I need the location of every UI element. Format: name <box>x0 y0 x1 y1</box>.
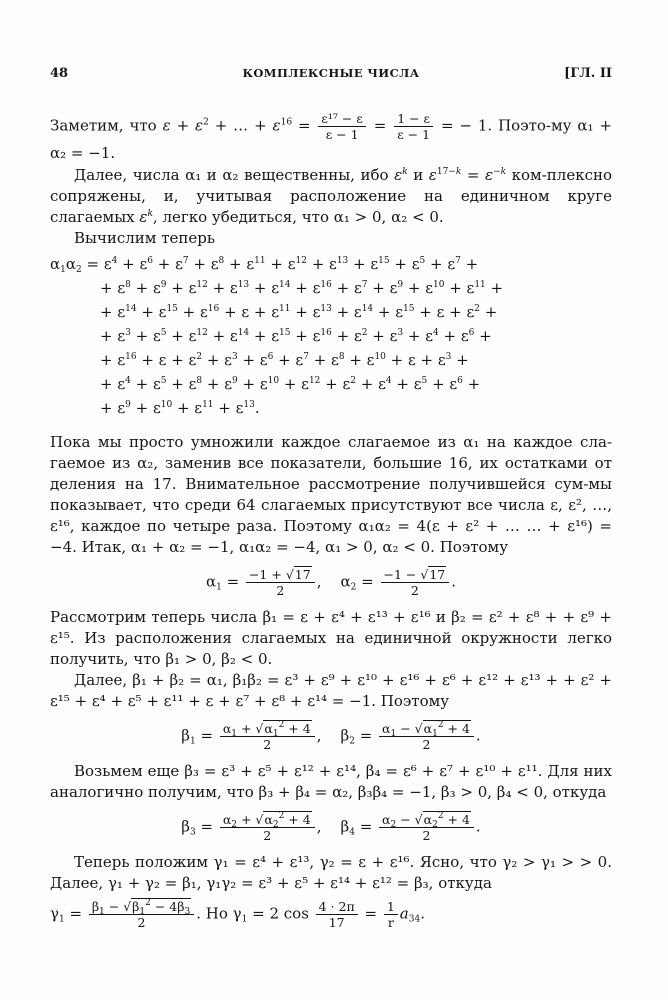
alpha-formula: $\alpha_1$ = $\frac{-1 + √17}{2}$ , $\alpha_2$ = $\frac{-1 - √17}{2}$ . <box>205 567 457 598</box>
paragraph-3: Вычислим теперь <box>74 229 216 247</box>
paragraph-1: Заметим, что $\varepsilon + \varepsilon^2$ + … + $\varepsilon^{16}$ = $\frac{\text{ε¹⁷ − ε}}{\varepsilon - 1}$ = $\frac{1 - \varepsilon}{\varepsilon - 1}$ = − 1. Поэто-му α₁ + α₂ = −1. <box>50 111 612 162</box>
fraction-2: $\frac{1 - \varepsilon}{\varepsilon - 1}$ <box>394 112 433 141</box>
product-formula <box>50 252 612 420</box>
formula-line-5: + $\varepsilon^{16} + \varepsilon + \varepsilon^2 + \varepsilon^3 + \varepsilon^6 + \varepsilon^7 + \varepsilon^8 + \varepsilon^{10} + \varepsilon + \varepsilon^3$ + <box>100 351 469 369</box>
formula-line-2: + $\varepsilon^8 + \varepsilon^9 + \varepsilon^{12} + \varepsilon^{13} + \varepsilon^{14} + \varepsilon^{16} + \varepsilon^7 + \varepsilon^9 + \varepsilon^{10} + \varepsilon^{11}$ + <box>100 279 504 297</box>
running-header <box>50 66 612 88</box>
p1-tail: Поэто-му α₁ + α₂ = −1. <box>50 116 612 162</box>
formula-line-6: + $\varepsilon^4 + \varepsilon^5 + \varepsilon^8 + \varepsilon^9 + \varepsilon^{10} + \varepsilon^{12} + \varepsilon^2 + \varepsilon^4 + \varepsilon^5 + \varepsilon^6$ + <box>100 375 481 393</box>
beta12-formula: $\beta_1$ = $\frac{\alpha_1 + √\alpha_1^2 + 4}{2}$ , $\beta_2$ = $\frac{\alpha_1 - √\alpha_1^2 + 4}{2}$ . <box>181 720 481 752</box>
paragraph-5: Рассмотрим теперь числа β₁ = ε + ε⁴ + ε¹³ + ε¹⁶ и β₂ = ε² + ε⁸ + + ε⁹ + ε¹⁵. Из расположения слагаемых на единичной окружности легко получить, что β₁ > 0, β₂ < 0. <box>50 608 612 668</box>
paragraph-2: Далее, числа α₁ и α₂ вещественны, ибо $\varepsilon^k$ и $\varepsilon^{17-k} = \varepsilon^{-k}$ ком-плексно сопряжены, и, учитывая расположение на единичном круге слагаемых $\varepsilon^k$, легко убедиться, что α₁ > 0, α₂ < 0. <box>50 166 613 226</box>
book-page <box>50 66 612 929</box>
chapter-label: [ГЛ. II <box>564 66 612 81</box>
paragraph-8: Теперь положим γ₁ = ε⁴ + ε¹³, γ₂ = ε + ε¹⁶. Ясно, что γ₂ > γ₁ > > 0. Далее, γ₁ + γ₂ = β₁, γ₁γ₂ = ε³ + ε⁵ + ε¹⁴ + ε¹² = β₃, откуда <box>50 853 612 892</box>
p1-lead: Заметим, что <box>50 116 163 135</box>
formula-line-4: + $\varepsilon^3 + \varepsilon^5 + \varepsilon^{12} + \varepsilon^{14} + \varepsilon^{15} + \varepsilon^{16} + \varepsilon^2 + \varepsilon^3 + \varepsilon^4 + \varepsilon^6$ + <box>100 327 492 345</box>
formula-line-7: + $\varepsilon^9 + \varepsilon^{10} + \varepsilon^{11} + \varepsilon^{13}$. <box>100 399 260 417</box>
formula-line-1: $\alpha_1\alpha_2 = \varepsilon^4 + \varepsilon^6 + \varepsilon^7 + \varepsilon^8 + \varepsilon^{11} + \varepsilon^{12} + \varepsilon^{13} + \varepsilon^{15} + \varepsilon^5 + \varepsilon^7$ + <box>50 255 479 275</box>
page-title: КОМПЛЕКСНЫЕ ЧИСЛА <box>242 66 420 80</box>
formula-line-3: + $\varepsilon^{14} + \varepsilon^{15} + \varepsilon^{16} + \varepsilon + \varepsilon^{11} + \varepsilon^{13} + \varepsilon^{14} + \varepsilon^{15} + \varepsilon + \varepsilon^2$ + <box>100 303 498 321</box>
fraction-1: $\frac{\text{ε¹⁷ − ε}}{\varepsilon - 1}$ <box>318 112 365 141</box>
gamma-formula: $\gamma_1$ = $\frac{\beta_1 - √\beta_1^2 - 4\beta_3}{2}$ . Но $\gamma_1 = 2$ cos $\frac{4 \cdot 2\pi}{17}$ = $\frac{1}{r}$ $a_{34}$. <box>50 898 425 930</box>
paragraph-4: Пока мы просто умножили каждое слагаемое из α₁ на каждое сла-гаемое из α₂, заменив все показатели, большие 16, их остатками от деления на 17. Внимательное рассмотрение получившейся сум-мы показывает, что среди 64 слагаемых присутствуют все числа ε, ε², …, ε¹⁶, каждое по четыре раза. Поэтому α₁α₂ = 4(ε + ε² + … … + ε¹⁶) = −4. Итак, α₁ + α₂ = −1, α₁α₂ = −4, α₁ > 0, α₂ < 0. Поэтому <box>50 433 612 556</box>
paragraph-6: Далее, β₁ + β₂ = α₁, β₁β₂ = ε³ + ε⁹ + ε¹⁰ + ε¹⁶ + ε⁶ + ε¹² + ε¹³ + + ε² + ε¹⁵ + ε⁴ + ε⁵ + ε¹¹ + ε + ε⁷ + ε⁸ + ε¹⁴ = −1. Поэтому <box>50 671 612 710</box>
beta34-formula: $\beta_3$ = $\frac{\alpha_2 + √\alpha_2^2 + 4}{2}$ , $\beta_4$ = $\frac{\alpha_2 - √\alpha_2^2 + 4}{2}$ . <box>181 811 481 843</box>
page-number: 48 <box>50 66 69 81</box>
paragraph-7: Возьмем еще β₃ = ε³ + ε⁵ + ε¹² + ε¹⁴, β₄ = ε⁶ + ε⁷ + ε¹⁰ + ε¹¹. Для них аналогично получим, что β₃ + β₄ = α₂, β₃β₄ = −1, β₃ > 0, β₄ < 0, откуда <box>50 762 612 801</box>
